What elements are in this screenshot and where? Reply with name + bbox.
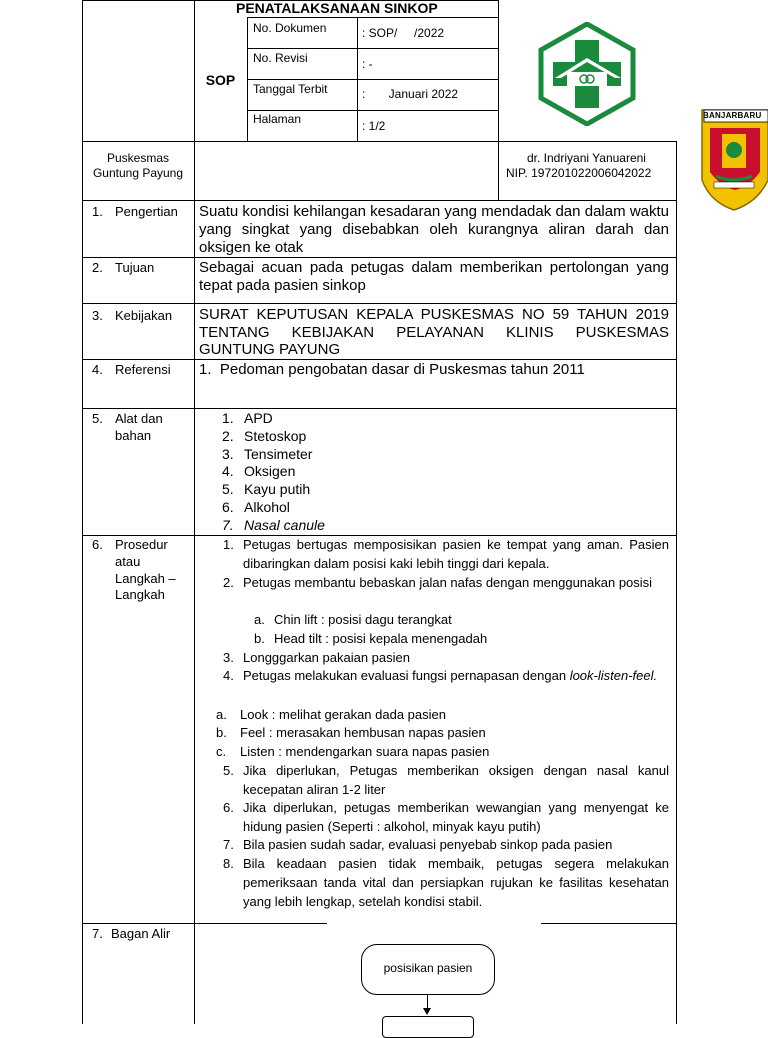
puskesmas-logo	[535, 22, 639, 126]
row-number-bagan: 7.	[92, 926, 103, 941]
flow-box-label: posisikan pasien	[383, 961, 473, 975]
org-row-bottom	[82, 200, 676, 201]
step-2: 2. Petugas membantu bebaskan jalan nafas dengan menggunakan posisi	[223, 575, 653, 590]
flow-arrow-head-icon	[423, 1008, 431, 1015]
list-item: 4. Oksigen	[222, 463, 296, 480]
row-label-kebijakan: Kebijakan	[115, 308, 173, 323]
list-item: 3. Tensimeter	[222, 445, 313, 462]
step-7: 7. Bila pasien sudah sadar, evaluasi penyebab sinkop pada pasien	[223, 837, 613, 852]
row-label-pengertian: Pengertian	[115, 204, 178, 219]
row-sep-6b	[541, 923, 676, 924]
row-sep-4	[82, 408, 676, 409]
banjarbaru-shield-logo	[700, 106, 768, 212]
field-label-halaman: Halaman	[253, 112, 302, 126]
field-value-tanggal-terbit: : Januari 2022	[362, 87, 459, 101]
row-label-alat-line1: Alat dan	[115, 411, 163, 426]
referensi-item: 1. Pedoman pengobatan dasar di Puskesmas tahun 2011	[199, 361, 585, 378]
step-4b: b. Feel : merasakan hembusan napas pasien	[216, 725, 486, 740]
list-item: 7. Nasal canule	[222, 516, 325, 533]
step-4c: c. Listen : mendengarkan suara napas pasien	[216, 744, 490, 759]
head-name: dr. Indriyani Yanuareni	[527, 151, 646, 165]
field-label-no-dokumen: No. Dokumen	[253, 21, 327, 35]
row-number-pengertian: 1.	[92, 204, 103, 219]
field-sep-1	[247, 48, 498, 49]
row-label-prosedur-line4: Langkah	[115, 587, 165, 602]
org-name-line2: Guntung Payung	[92, 166, 184, 180]
list-item: 6. Alkohol	[222, 498, 290, 515]
flow-box-next	[382, 1016, 474, 1038]
row-number-prosedur: 6.	[92, 537, 103, 552]
row-sep-3	[82, 359, 676, 360]
step-6: 6. Jika diperlukan, petugas memberikan wewangian yang menyengat ke hidung pasien (Seperti : alkohol, minyak kayu putih)	[223, 800, 669, 834]
step-1: 1. Petugas bertugas memposisikan pasien ke tempat yang aman. Pasien dibaringkan dalam posisi kaki lebih tinggi dari kepala.	[223, 537, 669, 571]
step-8: 8. Bila keadaan pasien tidak membaik, petugas segera melakukan pemeriksaan tanda vital dan persiapkan rujukan ke fasilitas kesehatan yang lebih lengkap, setelah kondisi stabil.	[223, 856, 669, 909]
row-label-prosedur-line2: atau	[115, 554, 141, 569]
list-item: 2. Stetoskop	[222, 427, 307, 444]
alat-list	[222, 410, 325, 535]
pengertian-text: Suatu kondisi kehilangan kesadaran yang mendadak dan dalam waktu yang singkat yang disebabkan oleh kurangnya aliran darah dan oksigen ke otak	[199, 203, 669, 256]
header-divider-4	[498, 0, 499, 200]
row-label-tujuan: Tujuan	[115, 260, 155, 275]
header-divider-1	[194, 0, 195, 1024]
field-value-no-dokumen: : SOP/ /2022	[362, 26, 445, 40]
sop-label: SOP	[205, 72, 236, 88]
step-5: 5. Jika diperlukan, Petugas memberikan oksigen dengan nasal kanul kecepatan aliran 1-2 liter	[223, 763, 669, 797]
kebijakan-text: SURAT KEPUTUSAN KEPALA PUSKESMAS NO 59 TAHUN 2019 TENTANG KEBIJAKAN PELAYANAN KLINIS PUSKESMAS GUNTUNG PAYUNG	[199, 306, 669, 358]
row-label-bagan: Bagan Alir	[111, 926, 171, 941]
table-right-border	[676, 141, 677, 1024]
row-label-referensi: Referensi	[115, 362, 171, 377]
title-underline	[247, 17, 498, 18]
row-number-alat: 5.	[92, 411, 103, 426]
header-bottom	[82, 141, 676, 142]
shield-banner-text: BANJARBARU	[703, 111, 762, 120]
puskesmas-logo-icon	[535, 22, 639, 126]
step-4a: a. Look : melihat gerakan dada pasien	[216, 707, 446, 722]
shield-emblem-icon	[700, 106, 768, 212]
step-3: 3. Longggarkan pakaian pasien	[223, 650, 410, 665]
field-value-no-revisi: : -	[362, 57, 373, 71]
tujuan-text: Sebagai acuan pada petugas dalam memberikan pertolongan yang tepat pada pasien sinkop	[199, 259, 669, 294]
step-2a: a. Chin lift : posisi dagu terangkat	[254, 612, 452, 627]
document-title: PENATALAKSANAAN SINKOP	[236, 0, 438, 16]
list-item: 1. APD	[222, 410, 273, 426]
list-item: 5. Kayu putih	[222, 481, 311, 498]
row-number-referensi: 4.	[92, 362, 103, 377]
row-sep-2	[82, 303, 676, 304]
row-number-tujuan: 2.	[92, 260, 103, 275]
head-nip: NIP. 197201022006042022	[506, 166, 652, 180]
field-label-tanggal-terbit: Tanggal Terbit	[253, 82, 328, 96]
row-label-prosedur-line3: Langkah –	[115, 571, 176, 586]
field-label-no-revisi: No. Revisi	[253, 51, 308, 65]
row-sep-1	[82, 257, 676, 258]
field-value-halaman: : 1/2	[362, 119, 386, 133]
org-name-line1: Puskesmas	[106, 151, 170, 165]
row-sep-6a	[82, 923, 327, 924]
row-label-prosedur-line1: Prosedur	[115, 537, 168, 552]
row-number-kebijakan: 3.	[92, 308, 103, 323]
field-sep-2	[247, 79, 498, 80]
step-4: 4. Petugas melakukan evaluasi fungsi pernapasan dengan look-listen-feel.	[223, 668, 658, 683]
step-2b: b. Head tilt : posisi kepala menengadah	[254, 631, 488, 646]
row-label-alat-line2: bahan	[115, 428, 152, 443]
flow-box-posisikan-pasien	[361, 944, 495, 995]
